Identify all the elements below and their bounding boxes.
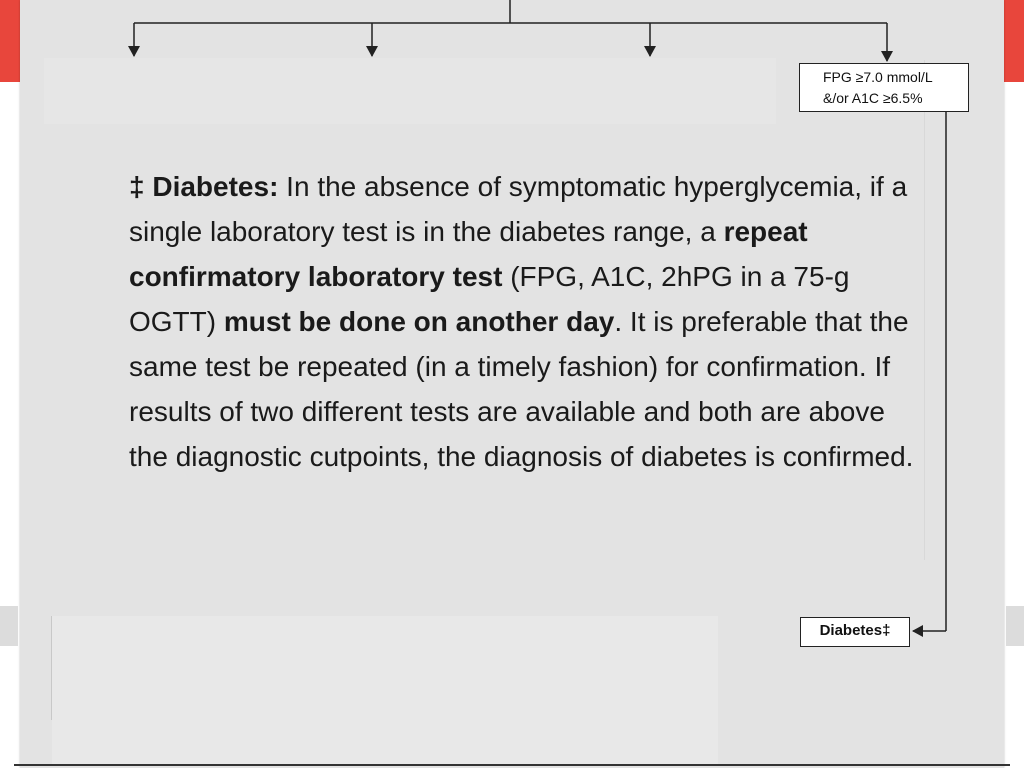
fpg-criteria-line-2: &/or A1C ≥6.5% [823,90,923,106]
fpg-criteria-line-1: FPG ≥7.0 mmol/L [823,69,933,85]
slide-bottom-line [14,764,1010,766]
footnote-emphasis-1: repeat confirmatory laboratory test [129,216,808,292]
footnote-emphasis-2: must be done on another day [223,306,615,337]
footnote-text-1: In the absence of symptomatic hyperglycemia, if a single laboratory test is in the diabetes range, a [129,171,908,247]
diabetes-outcome-box: Diabetes‡ [800,617,910,647]
footnote-heading: ‡ Diabetes: [129,171,279,202]
footnote-text-3: . It is preferable that the same test be repeated (in a timely fashion) for confirmation. If results of two different tests are available and both are above the diagnostic cutpoints, the diagnosis of diabetes is confirmed. [129,306,914,472]
footnote-text-2: (FPG, A1C, 2hPG in a 75-g OGTT) [129,261,850,337]
fpg-criteria-box [799,63,969,112]
diabetes-footnote [129,164,919,479]
